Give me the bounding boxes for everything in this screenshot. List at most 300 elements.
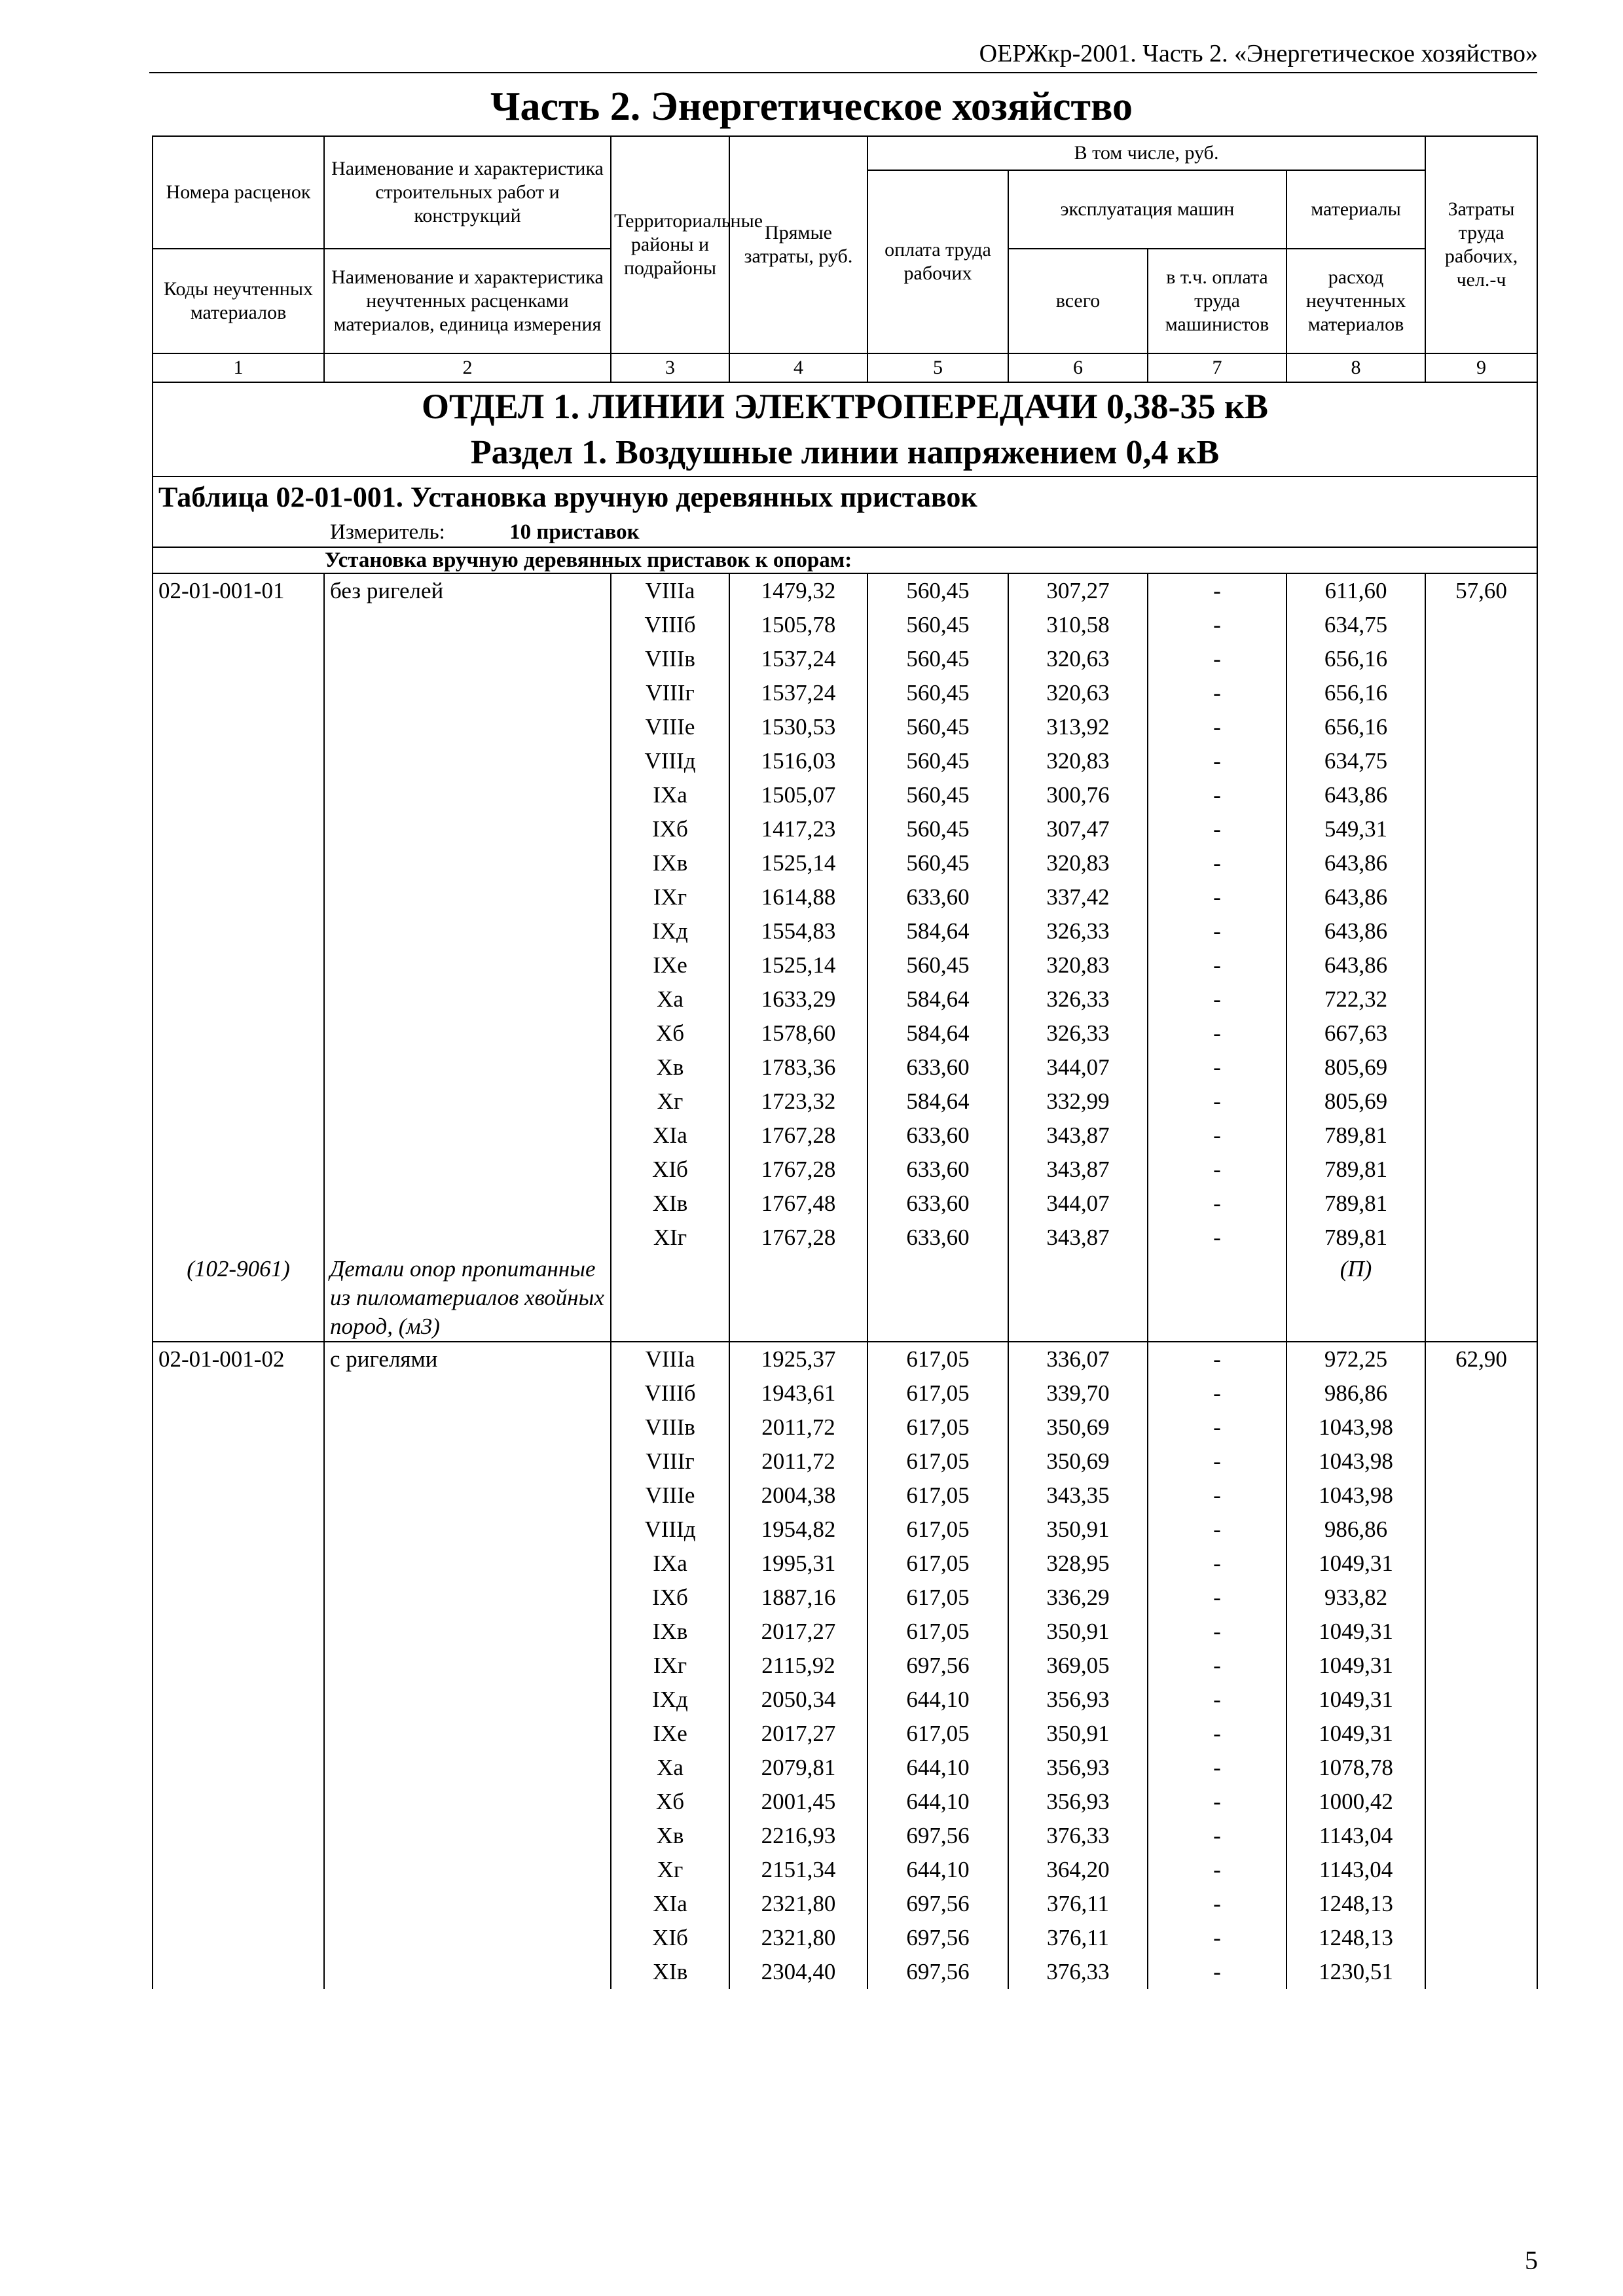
col3-header: Территориальные районы и подрайоны: [611, 136, 729, 353]
labor-pay: 560,45: [867, 676, 1008, 710]
machine-total: 320,83: [1008, 744, 1148, 778]
labor-hours-empty: [1425, 1050, 1537, 1085]
rate-code-empty: [153, 1717, 324, 1751]
rate-code-empty: [153, 1751, 324, 1785]
col9-header: Затраты труда рабочих, чел.-ч: [1425, 136, 1537, 353]
header-rule: [149, 72, 1537, 73]
material-mark: (П): [1286, 1255, 1425, 1342]
materials: 1043,98: [1286, 1479, 1425, 1513]
table-row: [153, 1050, 1537, 1085]
rate-code-empty: [153, 1444, 324, 1479]
direct-cost: 1537,24: [729, 676, 867, 710]
table-row: [153, 1119, 1537, 1153]
rate-code-empty: [153, 1410, 324, 1444]
table-row: [153, 1819, 1537, 1853]
operator-pay: -: [1148, 1016, 1286, 1050]
table-row: [153, 1153, 1537, 1187]
region: IXа: [611, 1547, 729, 1581]
direct-cost: 2011,72: [729, 1410, 867, 1444]
operator-pay: -: [1148, 880, 1286, 914]
work-description-empty: [324, 642, 611, 676]
col1-header-bottom: Коды неучтенных материалов: [153, 249, 324, 353]
direct-cost: 2017,27: [729, 1717, 867, 1751]
labor-hours-empty: [1425, 1921, 1537, 1955]
labor-hours: 62,90: [1425, 1342, 1537, 1376]
table-name: Таблица 02-01-001. Установка вручную деревянных приставок: [158, 481, 977, 513]
machine-total: 350,69: [1008, 1444, 1148, 1479]
work-description-empty: [324, 676, 611, 710]
operator-pay: -: [1148, 1683, 1286, 1717]
direct-cost: 1530,53: [729, 710, 867, 744]
direct-cost: 1633,29: [729, 982, 867, 1016]
work-description: с ригелями: [324, 1342, 611, 1376]
labor-pay: 560,45: [867, 812, 1008, 846]
measure-line: [153, 518, 1537, 547]
direct-cost: 1505,78: [729, 608, 867, 642]
labor-pay: 633,60: [867, 1187, 1008, 1221]
materials: 1049,31: [1286, 1547, 1425, 1581]
work-description-empty: [324, 1921, 611, 1955]
labor-hours-empty: [1425, 1479, 1537, 1513]
rate-code-empty: [153, 1615, 324, 1649]
operator-pay: -: [1148, 744, 1286, 778]
table-row: [153, 1853, 1537, 1887]
region: IXб: [611, 812, 729, 846]
direct-cost: 1479,32: [729, 573, 867, 608]
machine-total: 376,33: [1008, 1819, 1148, 1853]
empty-cell: [1008, 1255, 1148, 1342]
table-row: [153, 1187, 1537, 1221]
measure-value: 10 приставок: [509, 520, 640, 544]
col-number: 1: [153, 353, 324, 382]
labor-pay: 697,56: [867, 1819, 1008, 1853]
operator-pay: -: [1148, 573, 1286, 608]
section-title-cell: [153, 382, 1537, 476]
labor-hours-empty: [1425, 608, 1537, 642]
operator-pay: -: [1148, 1717, 1286, 1751]
table-row: [153, 1581, 1537, 1615]
work-description-empty: [324, 1376, 611, 1410]
machine-total: 320,83: [1008, 846, 1148, 880]
col4-header: Прямые затраты, руб.: [729, 136, 867, 353]
subheading: Установка вручную деревянных приставок к опорам:: [153, 547, 1537, 573]
work-description-empty: [324, 1955, 611, 1989]
operator-pay: -: [1148, 1187, 1286, 1221]
region: IXб: [611, 1581, 729, 1615]
labor-pay: 560,45: [867, 573, 1008, 608]
materials: 789,81: [1286, 1119, 1425, 1153]
region: Xб: [611, 1785, 729, 1819]
rate-code-empty: [153, 982, 324, 1016]
work-description-empty: [324, 1615, 611, 1649]
table-row: [153, 1376, 1537, 1410]
work-description-empty: [324, 948, 611, 982]
work-description-empty: [324, 1479, 611, 1513]
col1-header-top: Номера расценок: [153, 136, 324, 249]
page-title: Часть 2. Энергетическое хозяйство: [490, 84, 1133, 129]
col-number: 7: [1148, 353, 1286, 382]
table-row: [153, 948, 1537, 982]
labor-hours-empty: [1425, 1085, 1537, 1119]
rate-code-empty: [153, 1050, 324, 1085]
operator-pay: -: [1148, 676, 1286, 710]
col6-header: всего: [1008, 249, 1148, 353]
work-description-empty: [324, 744, 611, 778]
region: IXе: [611, 1717, 729, 1751]
operator-pay: -: [1148, 710, 1286, 744]
col2-header-top: Наименование и характеристика строительных работ и конструкций: [324, 136, 611, 249]
region: VIIIе: [611, 710, 729, 744]
materials: 643,86: [1286, 880, 1425, 914]
machine-total: 307,27: [1008, 573, 1148, 608]
operator-pay: -: [1148, 948, 1286, 982]
direct-cost: 1516,03: [729, 744, 867, 778]
machine-total: 307,47: [1008, 812, 1148, 846]
table-row: [153, 573, 1537, 608]
operator-pay: -: [1148, 812, 1286, 846]
direct-cost: 1417,23: [729, 812, 867, 846]
materials: 656,16: [1286, 676, 1425, 710]
region: IXг: [611, 880, 729, 914]
materials: 1049,31: [1286, 1717, 1425, 1751]
table-row: [153, 710, 1537, 744]
col-number: 3: [611, 353, 729, 382]
labor-hours: 57,60: [1425, 573, 1537, 608]
operator-pay: -: [1148, 1921, 1286, 1955]
labor-hours-empty: [1425, 1887, 1537, 1921]
region: XIв: [611, 1955, 729, 1989]
direct-cost: 1887,16: [729, 1581, 867, 1615]
table-row: [153, 1785, 1537, 1819]
region: VIIIв: [611, 1410, 729, 1444]
operator-pay: -: [1148, 1581, 1286, 1615]
machine-total: 320,83: [1008, 948, 1148, 982]
labor-pay: 697,56: [867, 1887, 1008, 1921]
region: VIIIб: [611, 1376, 729, 1410]
col-number: 2: [324, 353, 611, 382]
labor-hours-empty: [1425, 982, 1537, 1016]
table-row: [153, 1887, 1537, 1921]
work-description-empty: [324, 1153, 611, 1187]
labor-hours-empty: [1425, 1513, 1537, 1547]
rate-code-empty: [153, 880, 324, 914]
materials: 549,31: [1286, 812, 1425, 846]
machine-total: 350,91: [1008, 1615, 1148, 1649]
rate-code-empty: [153, 1853, 324, 1887]
operator-pay: -: [1148, 778, 1286, 812]
labor-hours-empty: [1425, 1955, 1537, 1989]
labor-pay: 617,05: [867, 1717, 1008, 1751]
labor-hours-empty: [1425, 948, 1537, 982]
rate-code-empty: [153, 1547, 324, 1581]
table-row: [153, 1016, 1537, 1050]
materials: 789,81: [1286, 1221, 1425, 1255]
table-row: [153, 1683, 1537, 1717]
operator-pay: -: [1148, 1649, 1286, 1683]
labor-hours-empty: [1425, 1717, 1537, 1751]
materials: 656,16: [1286, 710, 1425, 744]
rate-code-empty: [153, 1955, 324, 1989]
labor-hours-empty: [1425, 1376, 1537, 1410]
table-row: [153, 1615, 1537, 1649]
labor-pay: 560,45: [867, 744, 1008, 778]
region: IXг: [611, 1649, 729, 1683]
labor-pay: 560,45: [867, 642, 1008, 676]
labor-pay: 617,05: [867, 1410, 1008, 1444]
operator-pay: -: [1148, 846, 1286, 880]
empty-cell: [867, 1255, 1008, 1342]
labor-hours-empty: [1425, 710, 1537, 744]
labor-hours-empty: [1425, 846, 1537, 880]
labor-hours-empty: [1425, 1581, 1537, 1615]
operator-pay: -: [1148, 1751, 1286, 1785]
direct-cost: 1578,60: [729, 1016, 867, 1050]
region: IXв: [611, 846, 729, 880]
region: XIб: [611, 1153, 729, 1187]
table-row: [153, 1342, 1537, 1376]
materials: 805,69: [1286, 1050, 1425, 1085]
table-row: [153, 1717, 1537, 1751]
work-description-empty: [324, 1410, 611, 1444]
materials: 805,69: [1286, 1085, 1425, 1119]
machine-total: 376,33: [1008, 1955, 1148, 1989]
labor-hours-empty: [1425, 1153, 1537, 1187]
work-description-empty: [324, 1085, 611, 1119]
materials: 656,16: [1286, 642, 1425, 676]
operator-pay: -: [1148, 642, 1286, 676]
col7-header: в т.ч. оплата труда машинистов: [1148, 249, 1286, 353]
labor-hours-empty: [1425, 1547, 1537, 1581]
table-row: [153, 608, 1537, 642]
table-row: [153, 846, 1537, 880]
machine-total: 320,63: [1008, 642, 1148, 676]
machine-total: 344,07: [1008, 1050, 1148, 1085]
region: XIв: [611, 1187, 729, 1221]
materials: 611,60: [1286, 573, 1425, 608]
including-header: В том числе, руб.: [867, 136, 1425, 170]
materials: 643,86: [1286, 948, 1425, 982]
work-description-empty: [324, 1649, 611, 1683]
table-row: [153, 1955, 1537, 1989]
machine-total: 344,07: [1008, 1187, 1148, 1221]
materials: 1143,04: [1286, 1819, 1425, 1853]
rate-code-empty: [153, 1153, 324, 1187]
machine-total: 343,87: [1008, 1153, 1148, 1187]
direct-cost: 1925,37: [729, 1342, 867, 1376]
labor-hours-empty: [1425, 1785, 1537, 1819]
region: VIIIа: [611, 1342, 729, 1376]
region: VIIIв: [611, 642, 729, 676]
labor-pay: 617,05: [867, 1342, 1008, 1376]
materials: 986,86: [1286, 1376, 1425, 1410]
operator-pay: -: [1148, 1410, 1286, 1444]
rate-code-empty: [153, 1921, 324, 1955]
materials: 1049,31: [1286, 1649, 1425, 1683]
rate-code-empty: [153, 1819, 324, 1853]
materials: 1078,78: [1286, 1751, 1425, 1785]
col-number: 5: [867, 353, 1008, 382]
operator-pay: -: [1148, 1547, 1286, 1581]
labor-pay: 617,05: [867, 1581, 1008, 1615]
materials: 1143,04: [1286, 1853, 1425, 1887]
direct-cost: 1943,61: [729, 1376, 867, 1410]
direct-cost: 1767,28: [729, 1221, 867, 1255]
machine-total: 376,11: [1008, 1887, 1148, 1921]
labor-pay: 617,05: [867, 1479, 1008, 1513]
labor-hours-empty: [1425, 1410, 1537, 1444]
operator-pay: -: [1148, 1955, 1286, 1989]
work-description-empty: [324, 1683, 611, 1717]
labor-hours-empty: [1425, 1444, 1537, 1479]
materials: 789,81: [1286, 1153, 1425, 1187]
rate-code-empty: [153, 642, 324, 676]
price-table: [152, 135, 1538, 1989]
labor-pay: 644,10: [867, 1853, 1008, 1887]
rate-code: 02-01-001-01: [153, 573, 324, 608]
materials: 1049,31: [1286, 1683, 1425, 1717]
direct-cost: 2011,72: [729, 1444, 867, 1479]
materials: 1043,98: [1286, 1444, 1425, 1479]
table-row: [153, 1085, 1537, 1119]
direct-cost: 1554,83: [729, 914, 867, 948]
work-description: без ригелей: [324, 573, 611, 608]
labor-hours-empty: [1425, 914, 1537, 948]
measure-label: Измеритель:: [330, 520, 445, 544]
region: XIб: [611, 1921, 729, 1955]
materials: 1248,13: [1286, 1887, 1425, 1921]
labor-pay: 584,64: [867, 1016, 1008, 1050]
labor-pay: 633,60: [867, 1153, 1008, 1187]
labor-hours-empty: [1425, 1615, 1537, 1649]
rate-code-empty: [153, 846, 324, 880]
rate-code-empty: [153, 948, 324, 982]
labor-pay: 617,05: [867, 1444, 1008, 1479]
page-number: 5: [1525, 2246, 1538, 2275]
machine-total: 343,87: [1008, 1119, 1148, 1153]
table-row: [153, 914, 1537, 948]
labor-pay: 617,05: [867, 1615, 1008, 1649]
labor-pay: 584,64: [867, 1085, 1008, 1119]
direct-cost: 1525,14: [729, 948, 867, 982]
work-description-empty: [324, 1785, 611, 1819]
work-description-empty: [324, 1819, 611, 1853]
rate-code-empty: [153, 1119, 324, 1153]
direct-cost: 1537,24: [729, 642, 867, 676]
operator-pay: -: [1148, 1050, 1286, 1085]
labor-pay: 584,64: [867, 914, 1008, 948]
labor-pay: 584,64: [867, 982, 1008, 1016]
empty-cell: [729, 1255, 867, 1342]
operator-pay: -: [1148, 1853, 1286, 1887]
region: XIг: [611, 1221, 729, 1255]
material-description: Детали опор пропитанные из пиломатериалов хвойных пород, (м3): [324, 1255, 611, 1342]
region: VIIIд: [611, 744, 729, 778]
labor-pay: 633,60: [867, 1119, 1008, 1153]
labor-pay: 560,45: [867, 846, 1008, 880]
work-description-empty: [324, 846, 611, 880]
table-row: [153, 1649, 1537, 1683]
direct-cost: 1614,88: [729, 880, 867, 914]
region: Xв: [611, 1050, 729, 1085]
col2-header-bottom: Наименование и характеристика неучтенных расценками материалов, единица измерения: [324, 249, 611, 353]
machine-total: 326,33: [1008, 982, 1148, 1016]
region: Xа: [611, 1751, 729, 1785]
direct-cost: 1767,28: [729, 1119, 867, 1153]
labor-hours-empty: [1425, 1221, 1537, 1255]
labor-pay: 697,56: [867, 1649, 1008, 1683]
table-body: [153, 136, 1537, 1989]
work-description-empty: [324, 608, 611, 642]
rate-code-empty: [153, 1479, 324, 1513]
materials: 933,82: [1286, 1581, 1425, 1615]
region: IXд: [611, 914, 729, 948]
labor-hours-empty: [1425, 642, 1537, 676]
empty-cell: [611, 1255, 729, 1342]
machine-total: 350,91: [1008, 1717, 1148, 1751]
machine-total: 356,93: [1008, 1683, 1148, 1717]
price-table-container: [152, 135, 1538, 1989]
rate-code-empty: [153, 1649, 324, 1683]
machine-total: 343,87: [1008, 1221, 1148, 1255]
rate-code-empty: [153, 778, 324, 812]
materials: 1248,13: [1286, 1921, 1425, 1955]
operator-pay: -: [1148, 1513, 1286, 1547]
running-header: ОЕРЖкр-2001. Часть 2. «Энергетическое хозяйство»: [979, 40, 1538, 67]
machine-total: 337,42: [1008, 880, 1148, 914]
col-number: 4: [729, 353, 867, 382]
machine-total: 356,93: [1008, 1785, 1148, 1819]
direct-cost: 1783,36: [729, 1050, 867, 1085]
work-description-empty: [324, 1444, 611, 1479]
operator-pay: -: [1148, 1615, 1286, 1649]
direct-cost: 1723,32: [729, 1085, 867, 1119]
department-title: ОТДЕЛ 1. ЛИНИИ ЭЛЕКТРОПЕРЕДАЧИ 0,38-35 кВ: [421, 387, 1269, 426]
machine-total: 300,76: [1008, 778, 1148, 812]
table-row: [153, 1547, 1537, 1581]
labor-hours-empty: [1425, 1683, 1537, 1717]
rate-code-empty: [153, 1187, 324, 1221]
rate-code-empty: [153, 710, 324, 744]
rate-code-empty: [153, 1785, 324, 1819]
table-name-cell: [153, 476, 1537, 547]
labor-hours-empty: [1425, 676, 1537, 710]
materials: 643,86: [1286, 846, 1425, 880]
table-row: [153, 676, 1537, 710]
labor-hours-empty: [1425, 1016, 1537, 1050]
work-description-empty: [324, 1751, 611, 1785]
direct-cost: 2115,92: [729, 1649, 867, 1683]
direct-cost: 1954,82: [729, 1513, 867, 1547]
region: Xа: [611, 982, 729, 1016]
table-row: [153, 982, 1537, 1016]
material-row: [153, 1255, 1537, 1342]
operator-pay: -: [1148, 1887, 1286, 1921]
rate-code-empty: [153, 1221, 324, 1255]
machine-total: 328,95: [1008, 1547, 1148, 1581]
materials: 789,81: [1286, 1187, 1425, 1221]
labor-hours-empty: [1425, 1751, 1537, 1785]
labor-pay: 560,45: [867, 778, 1008, 812]
operator-pay: -: [1148, 1819, 1286, 1853]
col-number: 8: [1286, 353, 1425, 382]
labor-pay: 633,60: [867, 1050, 1008, 1085]
material-code: (102-9061): [153, 1255, 324, 1342]
direct-cost: 1505,07: [729, 778, 867, 812]
table-row: [153, 1221, 1537, 1255]
operator-pay: -: [1148, 1479, 1286, 1513]
region: Xг: [611, 1085, 729, 1119]
machine-total: 376,11: [1008, 1921, 1148, 1955]
